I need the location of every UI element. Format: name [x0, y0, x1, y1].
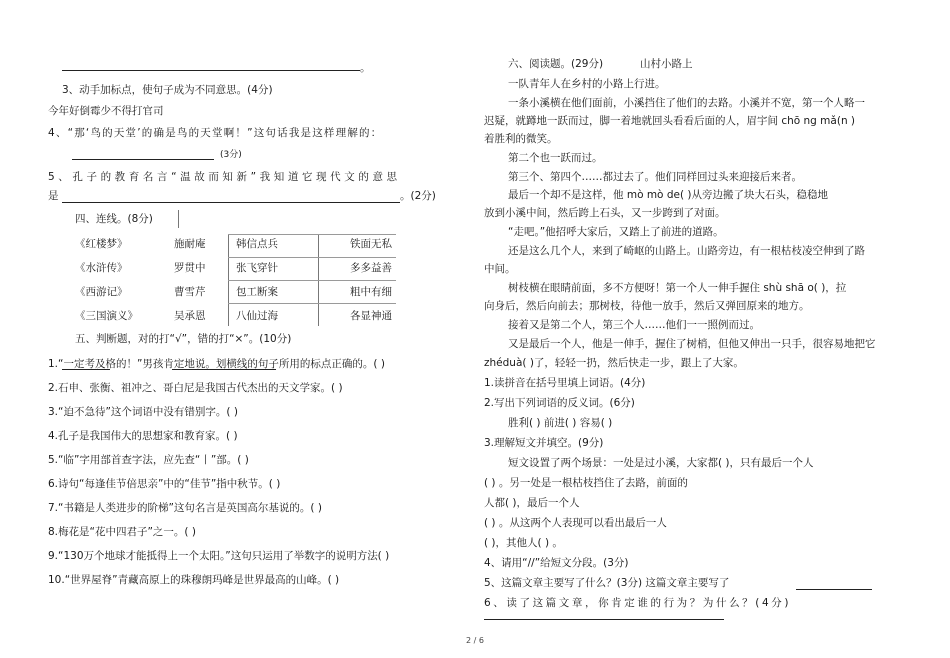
- answer-line-r5: [796, 589, 872, 590]
- table-divider: [178, 210, 179, 228]
- match-book: 《水浒传》: [75, 262, 128, 274]
- passage-line: 中间。: [484, 263, 516, 275]
- answer-line-q4: [72, 159, 214, 160]
- passage-line: 最后一个却不是这样，他 mò mò de( )从旁边搬了块大石头，稳稳地: [508, 189, 828, 201]
- match-author: 曹雪芹: [174, 286, 206, 298]
- underline-mark: [172, 369, 276, 370]
- question-4: 4、“那‘鸟的天堂’的确是鸟的天堂啊！”这句话我是这样理解的：: [48, 127, 383, 139]
- match-meaning: 多多益善: [350, 262, 392, 274]
- passage-line: 一条小溪横在他们面前，小溪挡住了他们的去路。小溪并不宽，第一个人略一: [508, 97, 865, 109]
- judge-item: 3.“迫不急待”这个词语中没有错别字。( ): [48, 406, 238, 418]
- match-author: 施耐庵: [174, 238, 206, 250]
- section-6-title: 六、阅读题。(29分): [508, 58, 604, 70]
- judge-item: 8.梅花是“花中四君子”之一。( ): [48, 526, 196, 538]
- reading-q5: 5、这篇文章主要写了什么？(3分) 这篇文章主要写了: [484, 577, 730, 589]
- passage-line: 一队青年人在乡村的小路上行进。: [508, 78, 666, 90]
- reading-q3-line: ( )，其他人( ) 。: [484, 537, 563, 549]
- question-3: 3、动手加标点，使句子成为不同意思。(4分): [62, 84, 273, 96]
- judge-item: 2.石申、张衡、祖冲之、哥白尼是我国古代杰出的天文学家。( ): [48, 382, 343, 394]
- passage-line: 放到小溪中间，然后跨上石头，又一步跨到了对面。: [484, 207, 726, 219]
- match-author: 罗贯中: [174, 262, 206, 274]
- reading-q3-line: 人都( )，最后一个人: [484, 497, 580, 509]
- page-number: 2 / 6: [466, 636, 484, 645]
- match-idiom: 张飞穿针: [236, 262, 278, 274]
- answer-line-q2: [62, 70, 360, 71]
- section-4-title: 四、连线。(8分): [75, 213, 153, 225]
- table-rule: [228, 257, 396, 258]
- judge-item: 9.“130万个地球才能抵得上一个太阳。”这句只运用了举数字的说明方法( ): [48, 550, 390, 562]
- period-mark: 。: [360, 62, 371, 74]
- match-book: 《三国演义》: [75, 310, 138, 322]
- reading-q3-line: ( ) 。另一处是一根枯枝挡住了去路，前面的: [484, 477, 688, 489]
- question-3-sentence: 今年好倒霉少不得打官司: [48, 105, 164, 117]
- section-5-title: 五、判断题，对的打“√”，错的打“×”。(10分): [75, 333, 292, 345]
- passage-line: 着胜利的微笑。: [484, 133, 558, 145]
- reading-q1: 1.读拼音在括号里填上词语。(4分): [484, 377, 646, 389]
- reading-q3-line: 短文设置了两个场景：一处是过小溪，大家都( )，只有最后一个人: [508, 457, 814, 469]
- passage-line: 接着又是第二个人，第三个人……他们一一照例而过。: [508, 319, 760, 331]
- question-4-score: (3分): [220, 150, 242, 160]
- table-rule: [228, 303, 396, 304]
- match-idiom: 八仙过海: [236, 310, 278, 322]
- judge-item: 1.“一定考及格的！”男孩肯定地说。划横线的句子所用的标点正确的。( ): [48, 358, 385, 370]
- question-5-score: 。(2分): [400, 190, 436, 202]
- passage-line: 第二个也一跃而过。: [508, 152, 603, 164]
- reading-q2-words: 胜利( ) 前进( ) 容易( ): [508, 417, 613, 429]
- passage-line: zhéduà( )了，轻轻一扔，然后快走一步，跟上了大家。: [484, 357, 744, 369]
- reading-q2: 2.写出下列词语的反义词。(6分): [484, 397, 635, 409]
- passage-line: 又是最后一个人，他是一伸手，握住了树梢，但他又伸出一只手，很容易地把它: [508, 338, 876, 350]
- reading-q3: 3.理解短文并填空。(9分): [484, 437, 604, 449]
- question-5-cont: 是: [48, 190, 59, 202]
- passage-line: 树枝横在眼睛前面，多不方便呀！第一个人一伸手握住 shù shā o( )，拉: [508, 282, 847, 294]
- answer-line-q5: [62, 202, 400, 203]
- match-meaning: 各显神通: [350, 310, 392, 322]
- match-book: 《西游记》: [75, 286, 128, 298]
- judge-item: 6.诗句“每逢佳节倍思亲”中的“佳节”指中秋节。( ): [48, 478, 281, 490]
- reading-q3-line: ( ) 。从这两个人表现可以看出最后一人: [484, 517, 667, 529]
- passage-line: 向身后，然后向前去；那树枝，待他一放手，然后又弹回原来的地方。: [484, 300, 810, 312]
- passage-line: 迟疑，就蹲地一跃而过，脚一着地就回头看看后面的人，眉宇间 chō ng mǎ(n ): [484, 115, 856, 127]
- passage-line: “走吧。”他招呼大家后，又踏上了前进的道路。: [508, 226, 724, 238]
- table-rule: [228, 280, 396, 281]
- match-meaning: 铁面无私: [350, 238, 392, 250]
- story-title: 山村小路上: [640, 58, 693, 70]
- underline-mark: [62, 369, 110, 370]
- judge-item: 7.“书籍是人类进步的阶梯”这句名言是英国高尔基说的。( ): [48, 502, 322, 514]
- match-idiom: 韩信点兵: [236, 238, 278, 250]
- answer-line-r6: [484, 619, 724, 620]
- judge-item: 5.“临”字用部首查字法，应先查“丨”部。( ): [48, 454, 249, 466]
- passage-line: 第三个、第四个……都过去了。他们同样回过头来迎接后来者。: [508, 171, 802, 183]
- judge-item: 4.孔子是我国伟大的思想家和教育家。( ): [48, 430, 238, 442]
- match-book: 《红楼梦》: [75, 238, 128, 250]
- reading-q6: 6、读了这篇文章，你肯定谁的行为？为什么？(4分): [484, 597, 792, 609]
- match-idiom: 包工断案: [236, 286, 278, 298]
- match-meaning: 粗中有细: [350, 286, 392, 298]
- reading-q4: 4、请用“//”给短文分段。(3分): [484, 557, 629, 569]
- question-5: 5、孔子的教育名言“温故而知新”我知道它现代文的意思: [48, 171, 401, 183]
- judge-item: 10.“世界屋脊”青藏高原上的珠穆朗玛峰是世界最高的山峰。( ): [48, 574, 340, 586]
- table-rule: [228, 234, 396, 235]
- match-author: 吴承恩: [174, 310, 206, 322]
- passage-line: 还是这么几个人，来到了崎岖的山路上。山路旁边，有一根枯枝凌空伸到了路: [508, 245, 865, 257]
